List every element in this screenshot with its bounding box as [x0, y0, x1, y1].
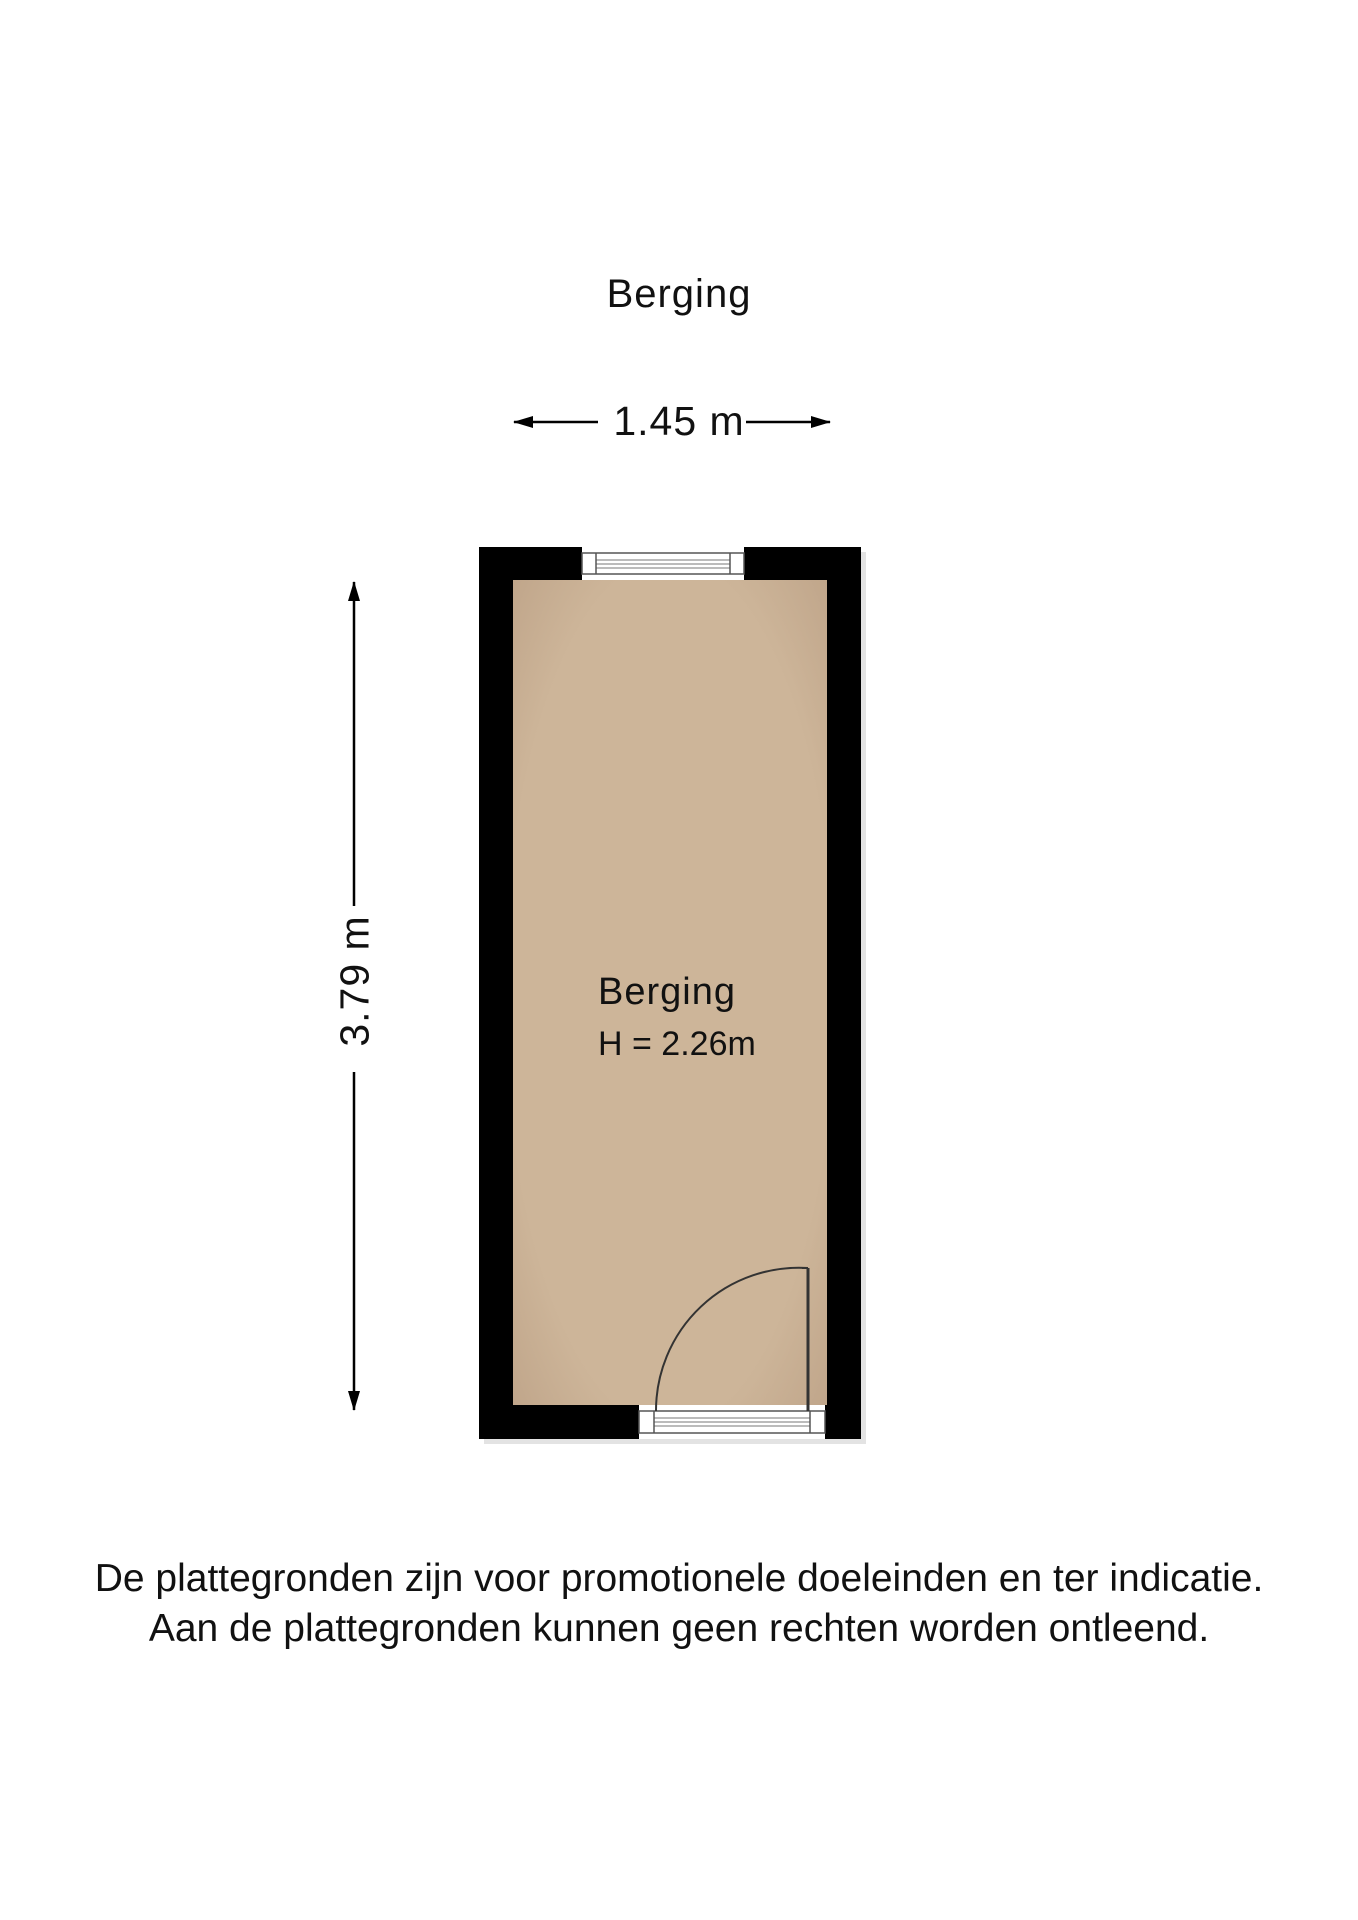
height-dimension-label: 3.79 m: [331, 915, 378, 1047]
window-top: [582, 547, 744, 580]
room-name-label: Berging: [598, 971, 736, 1013]
door-opening-bottom: [639, 1405, 825, 1439]
room-ceiling-height-label: H = 2.26m: [598, 1025, 756, 1063]
disclaimer: [0, 1554, 1358, 1654]
disclaimer-line-1: De plattegronden zijn voor promotionele doeleinden en ter indicatie.: [94, 1557, 1264, 1600]
width-dimension-label: 1.45 m: [613, 398, 745, 444]
floor-title: Berging: [606, 272, 752, 316]
disclaimer-line-2: Aan de plattegronden kunnen geen rechten worden ontleend.: [148, 1607, 1210, 1650]
